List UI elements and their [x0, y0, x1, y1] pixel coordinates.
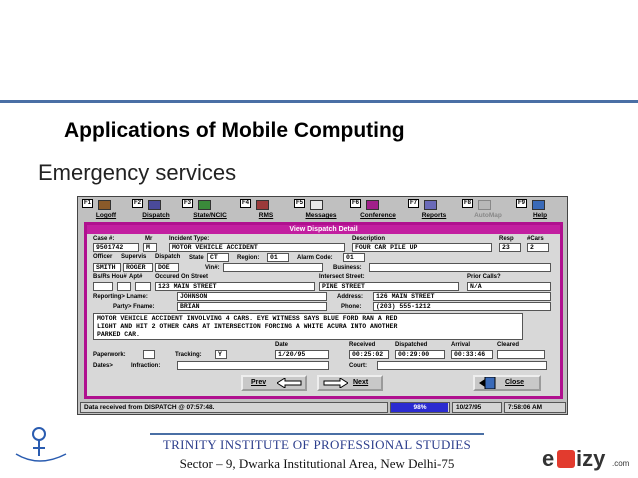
address-label: Address:	[337, 294, 364, 300]
region-field[interactable]: 01	[267, 253, 289, 262]
svg-text:.com: .com	[612, 459, 630, 468]
vin-label: Vin#:	[205, 265, 220, 271]
status-time: 7:58:06 AM	[504, 402, 566, 413]
dates-label: Dates>	[93, 363, 113, 369]
bs-rs-field[interactable]	[93, 282, 113, 291]
slide-subtitle: Emergency services	[38, 160, 237, 185]
slide-title: Applications of Mobile Computing	[64, 119, 405, 142]
officer-field[interactable]: SMITH	[93, 263, 121, 272]
resp-label: Resp	[499, 236, 514, 242]
phone-field[interactable]: (203) 555-1212	[373, 302, 551, 311]
mr-field[interactable]: M	[143, 243, 157, 252]
occured-on-field[interactable]: 123 MAIN STREET	[155, 282, 315, 291]
fkey-label: F8	[464, 200, 472, 206]
description-field[interactable]: FOUR CAR PILE UP	[352, 243, 492, 252]
dispatched-label: Dispatched	[395, 342, 428, 348]
arrow-right-icon	[322, 378, 348, 388]
close-button[interactable]	[473, 375, 541, 391]
toolbar-logoff[interactable]	[82, 199, 130, 221]
business-field[interactable]	[369, 263, 551, 272]
dispatched-field[interactable]: 00:29:00	[395, 350, 445, 359]
state-label: State	[189, 255, 204, 261]
prior-calls-label: Prior Calls?	[467, 274, 501, 280]
supervis-label: Supervis	[121, 254, 147, 260]
case-number-field[interactable]: 9501742	[93, 243, 139, 252]
dispatch-detail-window	[84, 222, 563, 399]
court-label: Court:	[349, 363, 367, 369]
svg-text:izy: izy	[576, 446, 606, 471]
occured-on-label: Occured On Street	[155, 274, 209, 280]
incident-type-field[interactable]: MOTOR VEHICLE ACCIDENT	[169, 243, 345, 252]
vin-field[interactable]	[223, 263, 323, 272]
status-date: 10/27/95	[452, 402, 502, 413]
toolbar-label: Help	[532, 212, 548, 219]
toolbar-help[interactable]	[516, 199, 564, 221]
close-button-label: Close	[505, 379, 525, 386]
toolbar-state-ncic[interactable]	[182, 199, 238, 221]
logoff-icon	[98, 200, 111, 210]
window-title: View Dispatch Detail	[87, 225, 560, 234]
toolbar-label: AutoMap	[474, 212, 502, 219]
received-label: Received	[349, 342, 376, 348]
paperwork-checkbox[interactable]	[143, 350, 155, 359]
tracking-field[interactable]: Y	[215, 350, 227, 359]
address-field[interactable]: 126 MAIN STREET	[373, 292, 551, 301]
footer-divider	[150, 433, 484, 435]
region-label: Region:	[237, 255, 260, 261]
prior-calls-field[interactable]: N/A	[467, 282, 551, 291]
alarm-code-field[interactable]: 01	[343, 253, 365, 262]
prev-button[interactable]	[241, 375, 307, 391]
cleared-label: Cleared	[497, 342, 520, 348]
toolbar-rms[interactable]	[240, 199, 292, 221]
infraction-field[interactable]	[177, 361, 329, 370]
cleared-field[interactable]	[497, 350, 545, 359]
intersect-field[interactable]: PINE STREET	[319, 282, 459, 291]
fkey-label: F5	[296, 200, 304, 206]
fkey-label: F3	[184, 200, 192, 206]
map-icon	[478, 200, 491, 210]
resp-field[interactable]: 23	[499, 243, 521, 252]
toolbar-dispatch[interactable]	[132, 199, 180, 221]
fkey-label: F1	[84, 200, 92, 206]
tracking-label: Tracking:	[175, 352, 202, 358]
fkey-label: F9	[518, 200, 526, 206]
bs-rs-label: Bs/Rs Hou#	[93, 274, 127, 280]
toolbar-conference[interactable]	[350, 199, 406, 221]
messages-icon	[310, 200, 323, 210]
rms-icon	[256, 200, 269, 210]
toolbar-reports[interactable]	[408, 199, 460, 221]
toolbar-label: Reports	[421, 212, 447, 219]
case-label: Case #:	[93, 236, 115, 242]
court-field[interactable]	[377, 361, 547, 370]
officer-label: Officer	[93, 254, 113, 260]
received-field[interactable]: 00:25:02	[349, 350, 389, 359]
toolbar-label: Logoff	[95, 212, 117, 219]
progress-text: 98%	[413, 404, 427, 411]
institute-logo	[6, 420, 76, 470]
prev-button-label: Prev	[251, 379, 267, 386]
arrow-left-icon	[277, 378, 303, 388]
mr-label: Mr	[145, 236, 153, 242]
next-button[interactable]	[317, 375, 383, 391]
arrival-label: Arrival	[451, 342, 471, 348]
institute-name: TRINITY INSTITUTE OF PROFESSIONAL STUDIES	[162, 437, 472, 452]
business-label: Business:	[333, 265, 362, 271]
svg-text:e: e	[542, 446, 555, 471]
toolbar-label: RMS	[258, 212, 274, 219]
conference-icon	[366, 200, 379, 210]
dispatch-app-screenshot	[77, 196, 568, 415]
fkey-label: F2	[134, 200, 142, 206]
help-icon	[532, 200, 545, 210]
dispatch-label: Dispatch	[155, 254, 181, 260]
state-ncic-icon	[198, 200, 211, 210]
narrative-field[interactable]: MOTOR VEHICLE ACCIDENT INVOLVING 4 CARS. EYE WITNESS SAYS BLUE FORD RAN A RED LIGHT AND HIT 2 OTHER CARS AT INTERSECTION FORCING A WHITE ACURA INTO ANOTHER PARKED CAR.	[93, 313, 523, 340]
infraction-label: Infraction:	[131, 363, 161, 369]
apt-field[interactable]	[135, 282, 151, 291]
reporting-lname-field[interactable]: JOHNSON	[177, 292, 327, 301]
party-fname-label: Party> Fname:	[113, 304, 155, 310]
ebizy-logo	[540, 442, 634, 476]
ncars-field[interactable]: 2	[527, 243, 549, 252]
reporting-lname-label: Reporting> Lname:	[93, 294, 148, 300]
phone-label: Phone:	[341, 304, 362, 310]
date-label: Date	[275, 342, 289, 348]
fkey-label: F4	[242, 200, 250, 206]
supervis-field[interactable]: ROGER	[123, 263, 153, 272]
ncars-label: #Cars	[527, 236, 544, 242]
state-field[interactable]: CT	[207, 253, 229, 262]
date-field[interactable]: 1/20/95	[275, 350, 329, 359]
intersect-label: Intersect Street:	[319, 274, 365, 280]
apt-field-a[interactable]	[117, 282, 131, 291]
toolbar-label: State/NCIC	[193, 212, 227, 219]
apt-label: Apt#	[129, 274, 143, 280]
toolbar-label: Messages	[305, 212, 337, 219]
toolbar-label: Conference	[360, 212, 396, 219]
dispatch-icon	[148, 200, 161, 210]
door-exit-icon	[479, 377, 497, 389]
next-button-label: Next	[353, 379, 369, 386]
status-message: Data received from DISPATCH @ 07:57:48.	[80, 402, 388, 413]
dispatch-field[interactable]: DOE	[155, 263, 179, 272]
alarm-code-label: Alarm Code:	[297, 255, 333, 261]
progress-indicator	[390, 402, 450, 413]
toolbar-messages[interactable]	[294, 199, 348, 221]
paperwork-label: Paperwork:	[93, 352, 126, 358]
party-fname-field[interactable]: BRIAN	[177, 302, 327, 311]
incident-type-label: Incident Type:	[169, 236, 210, 242]
toolbar-automap[interactable]	[462, 199, 514, 221]
fkey-label: F7	[410, 200, 418, 206]
status-bar	[80, 402, 566, 413]
header-divider	[0, 100, 638, 103]
arrival-field[interactable]: 00:33:46	[451, 350, 493, 359]
function-toolbar	[80, 199, 566, 221]
toolbar-label: Dispatch	[142, 212, 170, 219]
fkey-label: F6	[352, 200, 360, 206]
institute-address: Sector – 9, Dwarka Institutional Area, New Delhi-75	[179, 456, 455, 471]
description-label: Description	[352, 236, 386, 242]
reports-icon	[424, 200, 437, 210]
